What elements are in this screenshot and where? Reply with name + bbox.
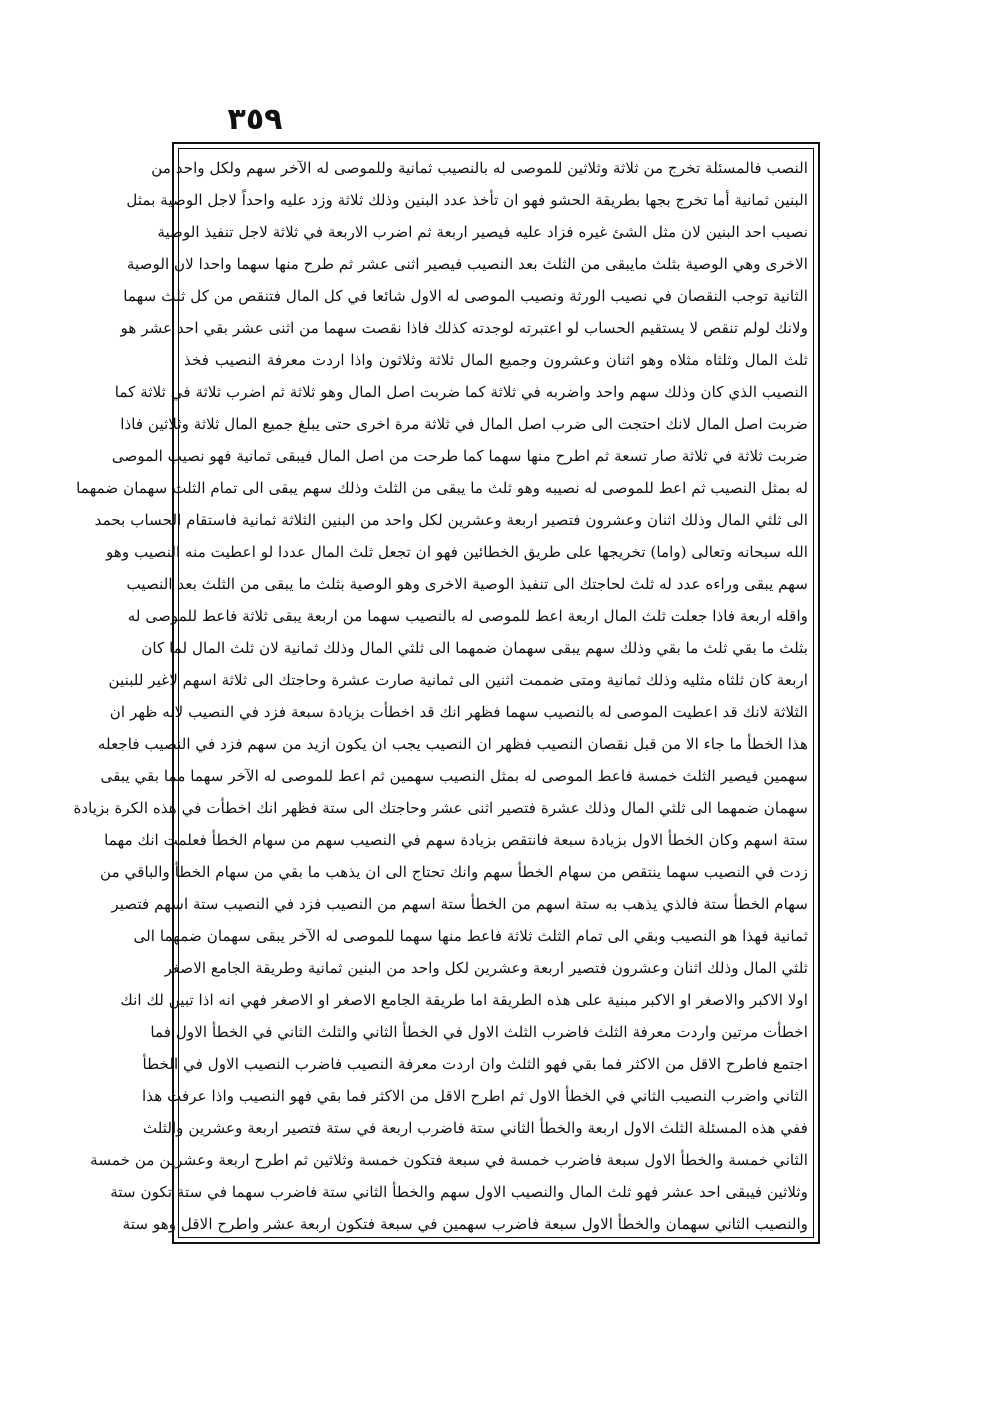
text-line: الى ثلثي المال وذلك اثنان وعشرون فتصير اربعة وعشرين لكل واحد من البنين الثلاثة ثمانية فاستقام الحساب بحمد: [94, 511, 808, 529]
body-text: [73, 152, 808, 1236]
text-line: وثلاثين فيبقى احد عشر فهو ثلث المال والنصيب الاول سهم والخطأ الثاني ستة فاضرب سهما في ستة تكون ستة: [110, 1183, 808, 1201]
text-line: واقله اربعة فاذا جعلت ثلث المال اربعة اعط للموصى له بالنصيب سهما من اربعة يبقى ثلاثة فاعط للموصى له: [127, 607, 808, 625]
text-line: النصيب الذي كان وذلك سهم واحد واضربه في ثلاثة كما ضربت اصل المال وهو ثلاثة ثم اضرب ثلاثة في ثلاثة كما: [114, 383, 808, 401]
text-line: هذا الخطأ ما جاء الا من قبل نقصان النصيب فظهر ان النصيب يجب ان يكون ازيد من سهم فزد في النصيب فاجعله: [97, 735, 808, 753]
text-line: اربعة كان ثلثاه مثليه وذلك ثمانية ومتى ضممت اثنين الى ثمانية صارت عشرة وحاجتك الى ثلاثة اسهم لاغير للبنين: [108, 671, 808, 689]
text-line: ضربت اصل المال لانك احتجت الى ضرب اصل المال في ثلاثة مرة اخرى حتى يبلغ جميع المال ثلاثة وثلاثين فاذا: [120, 415, 808, 433]
text-line: سهام الخطأ ستة فالذي يذهب به ستة اسهم من الخطأ ستة اسهم من النصيب فزد في النصيب ستة اسهم فتصير: [111, 895, 808, 913]
text-line: الثاني واضرب النصيب الثاني في الخطأ الاول ثم اطرح الاقل من الاكثر فما بقي فهو النصيب واذا عرفت هذا: [142, 1087, 808, 1105]
text-line: ستة اسهم وكان الخطأ الاول بزيادة سبعة فانتقص بزيادة سهم في النصيب سهم من سهام الخطأ فعلمت انك مهما: [104, 831, 808, 849]
text-line: سهم يبقى وراءه عدد له ثلث لحاجتك الى تنفيذ الوصية الاخرى وهو الوصية بثلث ما يبقى من الثلث بعد النصيب: [126, 575, 808, 593]
text-line: الاخرى وهي الوصية بثلث مايبقى من الثلث بعد النصيب فيصير اثنى عشر ثم طرح منها سهما واحدا لان الوصية: [126, 255, 808, 273]
text-line: الله سبحانه وتعالى (واما) تخريجها على طريق الخطائين فهو ان تجعل ثلث المال عددا لو اعطيت منه النصيب وهو: [106, 543, 808, 561]
text-line: اجتمع فاطرح الاقل من الاكثر فما بقي فهو الثلث وان اردت معرفة النصيب فاضرب النصيب الاول في الخطأ: [142, 1055, 808, 1073]
text-frame: [73, 142, 820, 1244]
text-line: زدت في النصيب سهما ينتقص من سهام الخطأ سهم وانك تحتاج الى ان يذهب ما بقي من سهام الخطأ والباقي من: [100, 863, 808, 881]
text-line: ثمانية فهذا هو النصيب وبقي الى تمام الثلث ثلاثة فاعط منها سهما للموصى له الآخر يبقى سهمان ضمهما الى: [133, 927, 808, 945]
text-line: نصيب احد البنين لان مثل الشئ غيره فزاد عليه فيصير اربعة ثم اضرب الاربعة في ثلاثة لاجل تنفيذ الوصية: [157, 223, 808, 241]
text-line: له بمثل النصيب ثم اعط للموصى له نصيبه وهو ثلث ما يبقى من الثلث وذلك سهم يبقى الى تمام الثلث سهمان ضمهما: [76, 479, 808, 497]
text-line: ثلث المال وثلثاه مثلاه وهو اثنان وعشرون وجميع المال ثلاثة وثلاثون واذا اردت معرفة النصيب فخذ: [184, 351, 808, 369]
text-line: ضربت ثلاثة في ثلاثة صار تسعة ثم اطرح منها سهما كما طرحت من اصل المال فيبقى ثمانية فهو نصيب الموصى: [111, 447, 808, 465]
page-number: ٣٥٩: [227, 102, 283, 137]
text-line: ثلثي المال وذلك اثنان وعشرون فتصير اربعة وعشرين لكل واحد من البنين ثمانية وطريقة الجامع الاصغر: [164, 959, 808, 977]
text-line: اخطأت مرتين واردت معرفة الثلث فاضرب الثلث الاول في الخطأ الثاني والثلث الثاني في الخطأ الاول فما: [150, 1023, 808, 1041]
text-line: ففي هذه المسئلة الثلث الاول اربعة والخطأ الثاني ستة فاضرب اربعة في ستة فتصير اربعة وعشرين والثلث: [142, 1119, 808, 1137]
text-line: والنصيب الثاني سهمان والخطأ الاول سبعة فاضرب سهمين في سبعة فتكون اربعة عشر واطرح الاقل وهو ستة: [122, 1215, 808, 1233]
text-line: الثلاثة لانك قد اعطيت الموصى له بالنصيب سهما فظهر انك قد اخطأت بزيادة سبعة فزد في النصيب لانه ظهر ان: [109, 703, 808, 721]
text-line: ولانك لولم تنقص لا يستقيم الحساب لو اعتبرته لوجدته كذلك فاذا نقصت سهما من اثنى عشر بقي احد عشر هو: [120, 319, 808, 337]
text-line: النصب فالمسئلة تخرج من ثلاثة وثلاثين للموصى له بالنصيب ثمانية وللموصى له الآخر سهم ولكل واحد من: [151, 159, 808, 177]
text-line: الثانية توجب النقصان في نصيب الورثة ونصيب الموصى له الاول شائعا في كل المال فتنقص من كل ثلث سهما: [123, 287, 808, 305]
text-line: سهمين فيصير الثلث خمسة فاعط الموصى له بمثل النصيب سهمين ثم اعط للموصى له الآخر سهما مما بقي يبقى: [100, 767, 808, 785]
text-line: البنين ثمانية أما تخرج بجها بطريقة الحشو فهو ان تأخذ عدد البنين وذلك ثلاثة وزد عليه واحداً لاجل الوصية بمثل: [126, 191, 808, 209]
text-line: الثاني خمسة والخطأ الاول سبعة فاضرب خمسة في سبعة فتكون خمسة وثلاثين ثم اطرح اربعة وعشرين من خمسة: [90, 1151, 808, 1169]
text-line: بثلث ما بقي ثلث ما بقي وذلك سهم يبقى سهمان ضمهما الى ثلثي المال وذلك ثمانية لان ثلث المال لما كان: [141, 639, 808, 657]
text-line: اولا الاكبر والاصغر او الاكبر مبنية على هذه الطريقة اما طريقة الجامع الاصغر او الاصغر فهي انه اذا تبين لك انك: [120, 991, 808, 1009]
text-line: سهمان ضمهما الى ثلثي المال وذلك عشرة فتصير اثنى عشر وحاجتك الى ستة فظهر انك اخطأت في هذه الكرة بزيادة: [73, 799, 808, 817]
